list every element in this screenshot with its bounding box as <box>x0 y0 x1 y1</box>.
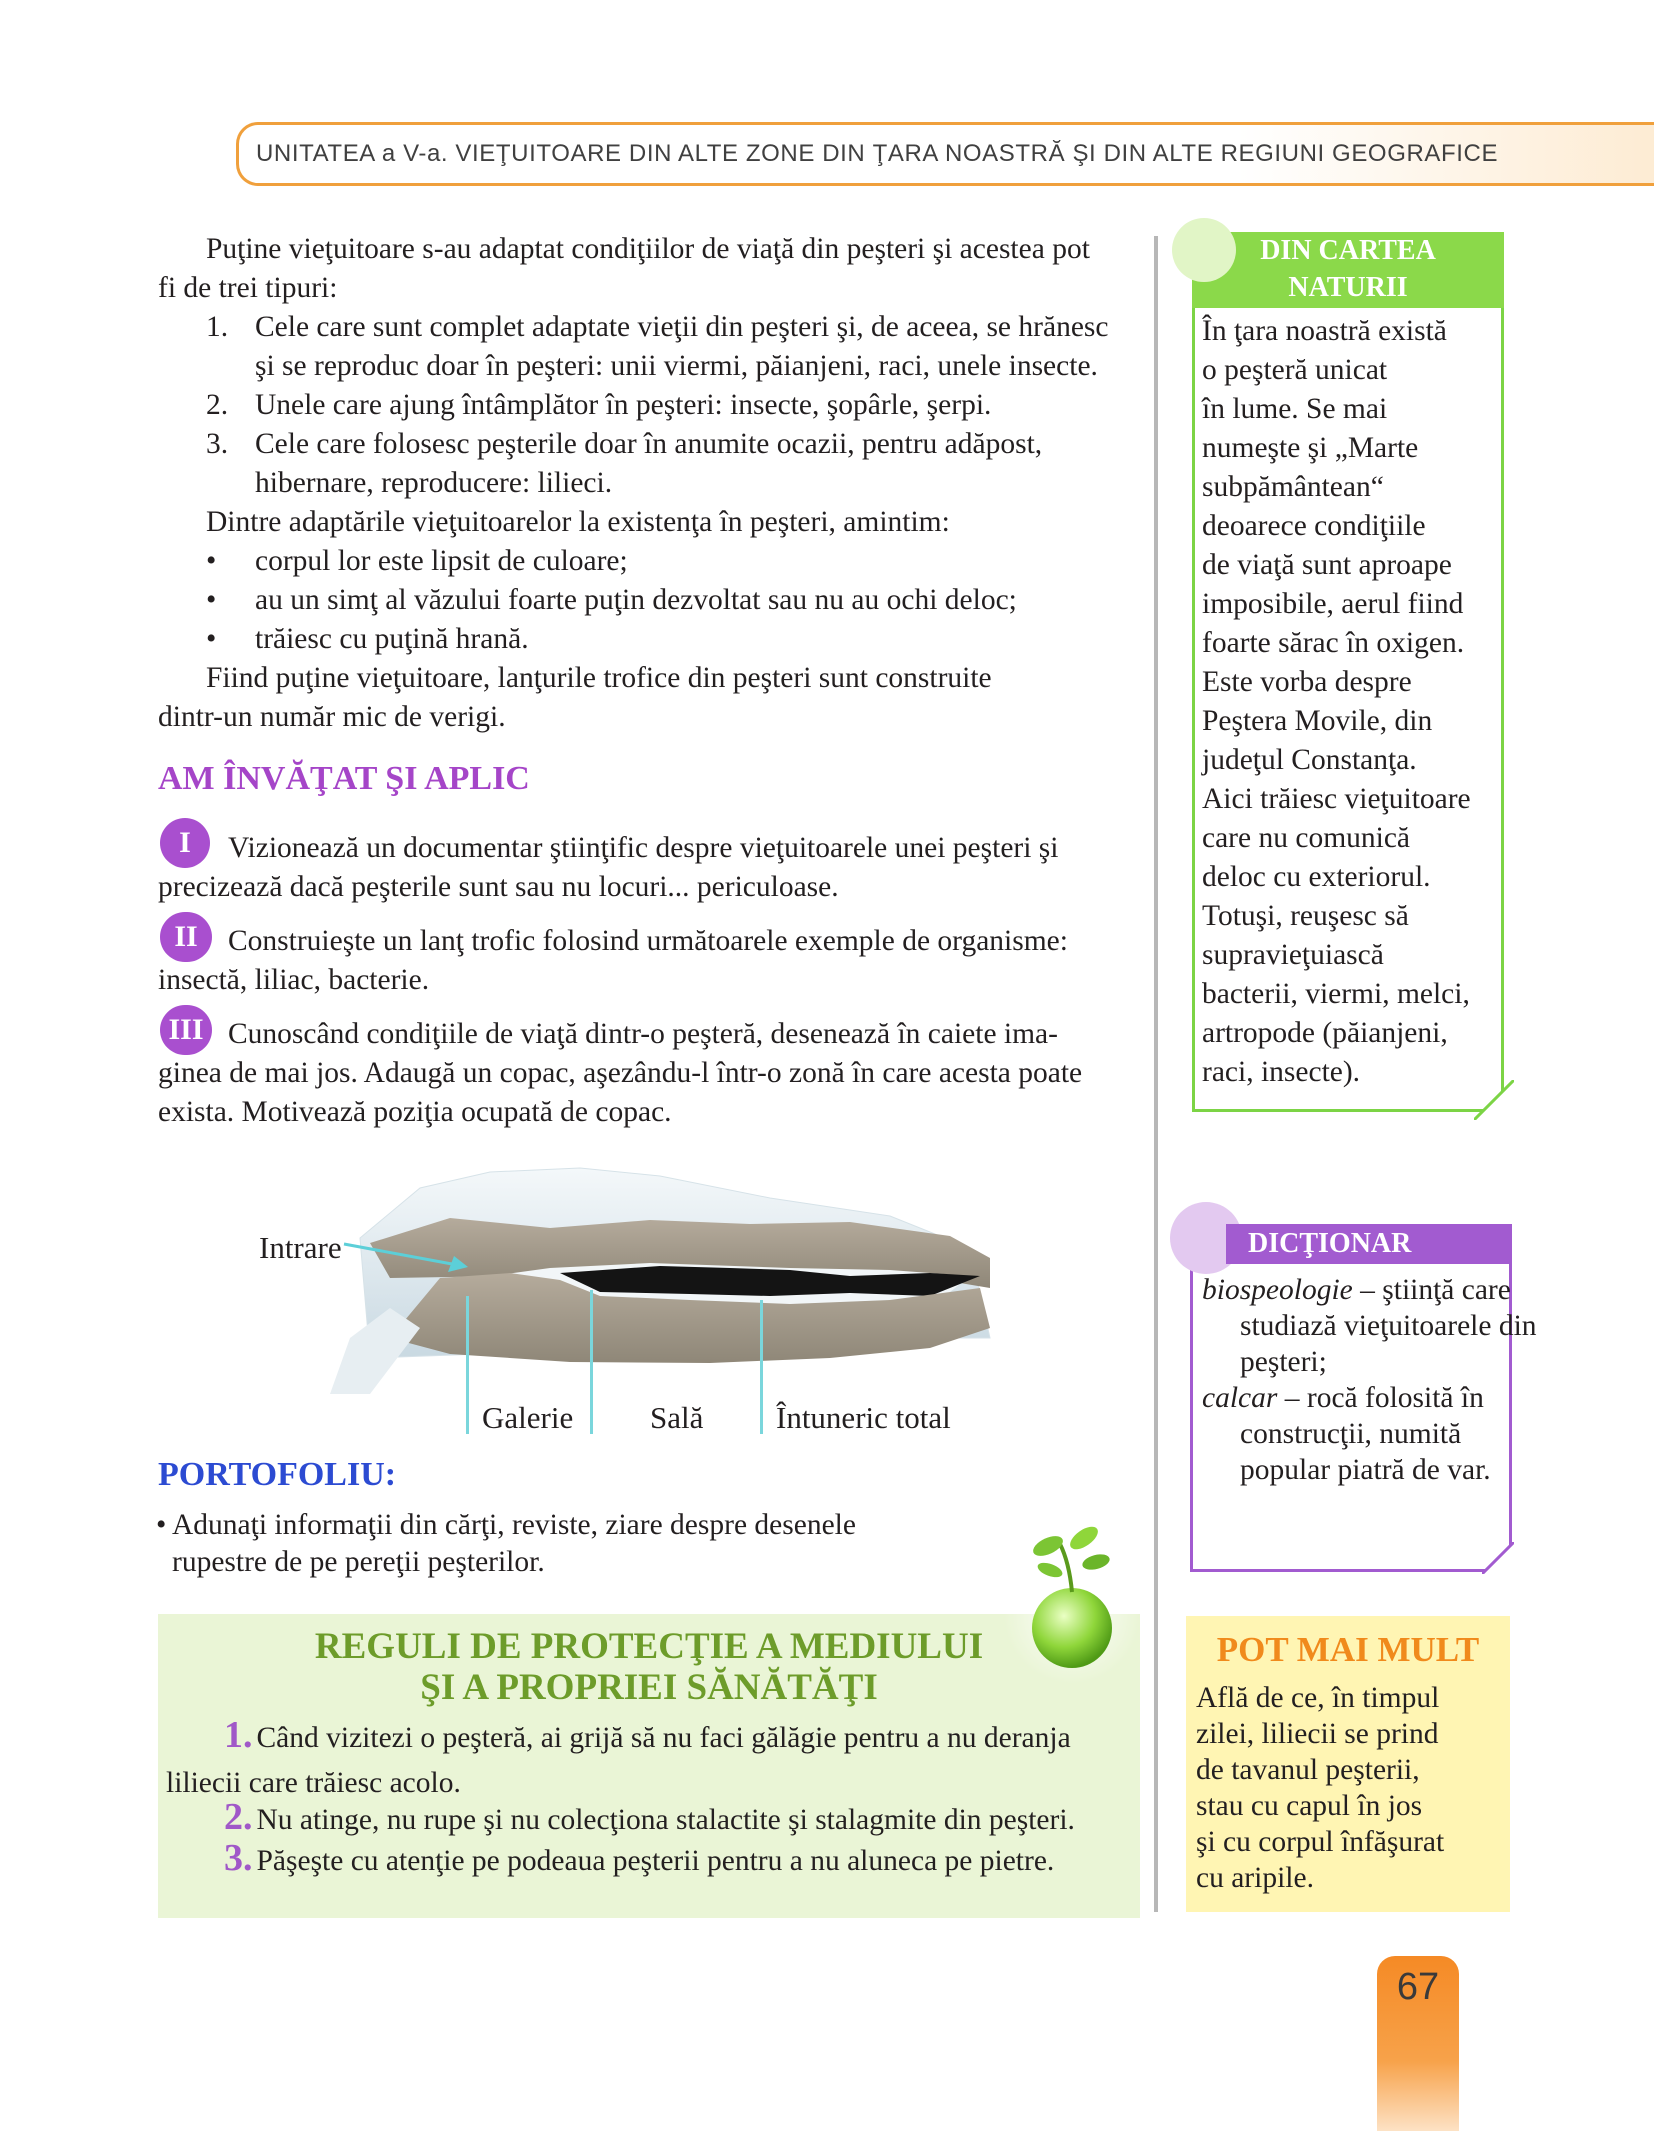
adaptation-text: au un simţ al văzului foarte puţin dezvoltat sau nu au ochi deloc; <box>255 584 1017 616</box>
exercise-3-line-1: Cunoscând condiţiile de viaţă dintr-o peşteră, desenează în caiete ima- <box>228 1018 1058 1050</box>
closing-line-2: dintr-un număr mic de verigi. <box>158 701 506 733</box>
rules-title-line-2: ŞI A PROPRIEI SĂNĂTĂŢI <box>420 1667 878 1708</box>
nature-line: artropode (păianjeni, <box>1202 1017 1448 1049</box>
nature-line: Aici trăiesc vieţuitoare <box>1202 783 1471 815</box>
nature-line: deoarece condiţiile <box>1202 510 1426 542</box>
more-line: stau cu capul în jos <box>1196 1790 1423 1822</box>
rule-number: 1. <box>224 1714 253 1756</box>
bullet: • <box>206 623 217 655</box>
portfolio-line-2: rupestre de pe pereţii peşterilor. <box>172 1546 545 1578</box>
nature-line: care nu comunică <box>1202 822 1411 854</box>
rule-text: Nu atinge, nu rupe şi nu colecţiona stalactite şi stalagmite din peşteri. <box>256 1804 1075 1836</box>
nature-line: deloc cu exteriorul. <box>1202 861 1431 893</box>
type-item-3 <box>158 425 1138 503</box>
type-number: 3. <box>206 428 229 460</box>
dictionary-definition: – rocă folosită în construcţii, numită popular piatră de var. <box>1240 1382 1491 1486</box>
bullet: • <box>206 584 217 616</box>
dictionary-definition: – ştiinţă care studiază vieţuitoarele din peşteri; <box>1240 1274 1537 1378</box>
rule-1-line-2: liliecii care trăiesc acolo. <box>166 1767 461 1799</box>
label-gallery: Galerie <box>482 1400 574 1435</box>
exercise-1-line-2: precizează dacă peşterile sunt sau nu locuri... periculoase. <box>158 871 839 903</box>
more-line: şi cu corpul înfăşurat <box>1196 1826 1445 1858</box>
exercise-2-line-2: insectă, liliac, bacterie. <box>158 964 430 996</box>
exercise-badge: III <box>160 1005 212 1055</box>
type-text-line: Cele care folosesc peşterile doar în anumite ocazii, pentru adăpost, <box>255 428 1043 460</box>
nature-line: Peştera Movile, din <box>1202 705 1433 737</box>
adaptation-text: corpul lor este lipsit de culoare; <box>255 545 628 577</box>
type-item-2 <box>158 386 1138 425</box>
nature-circle-icon <box>1172 218 1236 282</box>
adaptation-item <box>206 542 1136 581</box>
exercise-3-line-3: exista. Motivează poziţia ocupată de copac. <box>158 1096 672 1128</box>
closing-line-1: Fiind puţine vieţuitoare, lanţurile trofice din peşteri sunt construite <box>206 662 992 694</box>
nature-heading <box>1192 232 1504 308</box>
nature-line: supravieţuiască <box>1202 939 1384 971</box>
nature-line: foarte sărac în oxigen. <box>1202 627 1465 659</box>
nature-line: în lume. Se mai <box>1202 393 1388 425</box>
more-line: cu aripile. <box>1196 1862 1314 1894</box>
more-line: zilei, liliecii se prind <box>1196 1718 1439 1750</box>
folded-corner-icon <box>1482 1542 1514 1574</box>
dictionary-entry <box>1202 1272 1540 1380</box>
nature-line: raci, insecte). <box>1202 1056 1361 1088</box>
type-item-1 <box>158 308 1138 386</box>
more-line: Află de ce, în timpul <box>1196 1682 1440 1714</box>
nature-heading-line-1: DIN CARTEA <box>1260 235 1436 266</box>
rule-number: 3. <box>224 1837 253 1879</box>
exercise-2-line-1: Construieşte un lanţ trofic folosind următoarele exemple de organisme: <box>228 925 1068 957</box>
label-hall: Sală <box>650 1400 704 1435</box>
darkness-pointer-line <box>760 1300 763 1434</box>
dictionary-heading: DICŢIONAR <box>1226 1224 1512 1264</box>
adaptation-item <box>206 620 1136 659</box>
exercise-3-line-2: ginea de mai jos. Adaugă un copac, aşezându-l într-o zonă în care acesta poate <box>158 1057 1083 1089</box>
nature-line: Este vorba despre <box>1202 666 1412 698</box>
exercise-badge: II <box>160 912 212 962</box>
rule-text: Păşeşte cu atenţie pe podeaua peşterii pentru a nu aluneca pe pietre. <box>256 1845 1055 1877</box>
rules-title <box>158 1626 1140 1708</box>
nature-line: numeşte şi „Marte <box>1202 432 1419 464</box>
dictionary-term: biospeologie <box>1202 1274 1353 1306</box>
dictionary-term: calcar <box>1202 1382 1278 1414</box>
label-darkness: Întuneric total <box>776 1400 951 1435</box>
type-text-line: Unele care ajung întâmplător în peşteri: insecte, şopârle, şerpi. <box>255 389 992 421</box>
more-text <box>1196 1680 1506 1896</box>
intro-line-1: Puţine vieţuitoare s-au adaptat condiţiilor de viaţă din peşteri şi acestea pot <box>206 233 1090 265</box>
nature-line: judeţul Constanţa. <box>1202 744 1417 776</box>
entrance-arrow-icon <box>340 1236 470 1276</box>
nature-line: bacterii, viermi, melci, <box>1202 978 1470 1010</box>
adaptations-intro: Dintre adaptările vieţuitoarelor la existenţa în peşteri, amintim: <box>206 506 950 538</box>
nature-line: o peşteră unicat <box>1202 354 1388 386</box>
apply-heading: AM ÎNVĂŢAT ŞI APLIC <box>158 760 530 797</box>
page-number: 67 <box>1396 1966 1440 2008</box>
rule-text: Când vizitezi o peşteră, ai grijă să nu faci gălăgie pentru a nu deranja <box>256 1722 1071 1754</box>
nature-line: Totuşi, reuşesc să <box>1202 900 1409 932</box>
unit-header-title: UNITATEA a V-a. VIEŢUITOARE DIN ALTE ZONE DIN ŢARA NOASTRĂ ŞI DIN ALTE REGIUNI GEOGRAFICE <box>256 140 1499 167</box>
type-text-line: hibernare, reproducere: lilieci. <box>255 467 613 499</box>
more-heading: POT MAI MULT <box>1216 1630 1480 1669</box>
cave-illustration <box>330 1158 1020 1394</box>
types-list <box>158 308 1138 499</box>
column-divider <box>1154 236 1158 1912</box>
rule-2 <box>224 1795 1075 1840</box>
type-number: 2. <box>206 389 229 421</box>
type-text-line: şi se reproduc doar în peşteri: unii viermi, păianjeni, raci, unele insecte. <box>255 350 1098 382</box>
intro-line-2: fi de trei tipuri: <box>158 272 338 304</box>
type-text-line: Cele care sunt complet adaptate vieţii din peşteri şi, de aceea, se hrănesc <box>255 311 1109 343</box>
rule-1 <box>224 1713 1071 1758</box>
rules-title-line-1: REGULI DE PROTECŢIE A MEDIULUI <box>314 1626 984 1667</box>
nature-text <box>1202 312 1500 1092</box>
folded-corner-icon <box>1474 1080 1514 1120</box>
adaptation-text: trăiesc cu puţină hrană. <box>255 623 529 655</box>
portfolio-bullet: • <box>156 1509 167 1541</box>
adaptation-item <box>206 581 1136 620</box>
nature-line: imposibile, aerul fiind <box>1202 588 1464 620</box>
gallery-pointer-line <box>466 1296 469 1434</box>
more-line: de tavanul peşterii, <box>1196 1754 1420 1786</box>
rule-number: 2. <box>224 1796 253 1838</box>
label-entrance: Intrare <box>259 1230 342 1265</box>
hall-pointer-line <box>590 1290 593 1434</box>
adaptations-list <box>206 542 1136 659</box>
nature-line: subpământean“ <box>1202 471 1384 503</box>
rule-3 <box>224 1836 1054 1881</box>
nature-line: În ţara noastră există <box>1202 315 1447 347</box>
exercise-badge: I <box>160 818 210 868</box>
nature-heading-line-2: NATURII <box>1288 272 1408 303</box>
portfolio-heading: PORTOFOLIU: <box>158 1456 397 1493</box>
portfolio-line-1: Adunaţi informaţii din cărţi, reviste, ziare despre desenele <box>172 1509 856 1541</box>
nature-line: de viaţă sunt aproape <box>1202 549 1452 581</box>
bullet: • <box>206 545 217 577</box>
dictionary-entries <box>1202 1272 1540 1488</box>
type-number: 1. <box>206 311 229 343</box>
dictionary-entry <box>1202 1380 1540 1488</box>
exercise-1-line-1: Vizionează un documentar ştiinţific despre vieţuitoarele unei peşteri şi <box>228 832 1059 864</box>
